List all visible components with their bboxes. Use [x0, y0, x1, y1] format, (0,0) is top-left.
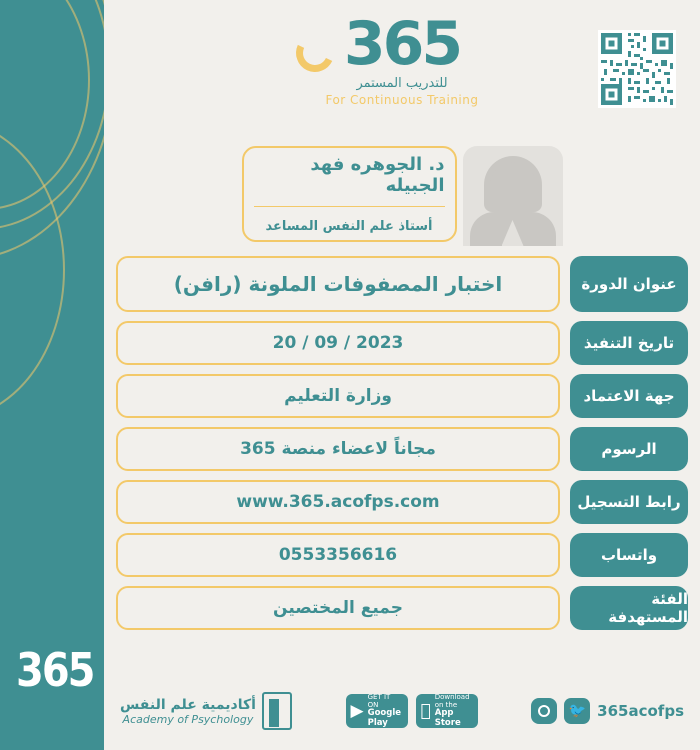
header [104, 0, 700, 140]
table-row [116, 256, 688, 312]
band-logo-365: 365 [16, 644, 94, 698]
app-store-line1: Download on the [424, 698, 471, 715]
brand-logo-number: 365 [343, 9, 461, 79]
table-row [116, 480, 688, 524]
instructor-title: أستاذ علم النفس المساعد [265, 219, 433, 234]
instructor-name-box [242, 146, 457, 242]
avatar-body-shape [470, 212, 556, 246]
row-value-accreditation: وزارة التعليم [116, 374, 560, 418]
instructor-block [104, 146, 700, 246]
instructor-title-divider [254, 206, 445, 234]
row-value-registration-link[interactable]: www.365.acofps.com [116, 480, 560, 524]
app-store-line2: App Store [424, 713, 473, 724]
brand-subtitle-ar: للتدريب المستمر [356, 76, 448, 91]
academy-book-icon [262, 692, 292, 730]
row-value-course-title: اختبار المصفوفات الملونة (رافن) [116, 256, 560, 312]
avatar-collar-shape [502, 220, 524, 246]
app-store-button[interactable] [416, 694, 478, 728]
instructor-avatar [463, 146, 563, 246]
social-links [531, 698, 684, 724]
academy-text [120, 697, 256, 726]
google-play-line1: GET IT ON [367, 693, 391, 710]
row-label-whatsapp: واتساب [570, 533, 688, 577]
google-play-button[interactable] [346, 694, 408, 728]
row-value-fees: مجاناً لاعضاء منصة 365 [116, 427, 560, 471]
row-value-date: 20 / 09 / 2023 [116, 321, 560, 365]
academy-logo [120, 692, 292, 730]
google-play-icon: ▶ [350, 700, 364, 721]
poster-content [104, 0, 700, 750]
table-row [116, 321, 688, 365]
google-play-line2: Google Play [367, 708, 402, 729]
crescent-icon [291, 29, 340, 78]
table-row [116, 533, 688, 577]
row-value-whatsapp[interactable]: 0553356616 [116, 533, 560, 577]
row-label-registration-link: رابط التسجيل [570, 480, 688, 524]
row-label-course-title: عنوان الدورة [570, 256, 688, 312]
table-row [116, 427, 688, 471]
row-value-target-audience: جميع المختصين [116, 586, 560, 630]
row-label-fees: الرسوم [570, 427, 688, 471]
table-row [116, 374, 688, 418]
info-table [116, 256, 688, 639]
table-row [116, 586, 688, 630]
brand-subtitle-en: For Continuous Training [325, 93, 479, 107]
row-label-accreditation: جهة الاعتماد [570, 374, 688, 418]
footer [112, 686, 692, 736]
row-label-date: تاريخ التنفيذ [570, 321, 688, 365]
twitter-icon[interactable]: 🐦 [564, 698, 590, 724]
apple-icon [421, 703, 431, 720]
row-label-target-audience: الفئة المستهدفة [570, 586, 688, 630]
brand-logo [272, 9, 532, 107]
left-decorative-band [0, 0, 104, 750]
qr-code[interactable] [598, 30, 676, 108]
instructor-name: د. الجوهره فهد الجبيله [310, 154, 445, 196]
app-store-badges [346, 694, 478, 728]
social-handle: 365acofps [597, 702, 684, 720]
instagram-icon[interactable] [531, 698, 557, 724]
academy-name-en: Academy of Psychology [122, 712, 254, 726]
academy-name-ar: أكاديمية علم النفس [120, 696, 256, 713]
avatar-head-shape [490, 162, 536, 214]
